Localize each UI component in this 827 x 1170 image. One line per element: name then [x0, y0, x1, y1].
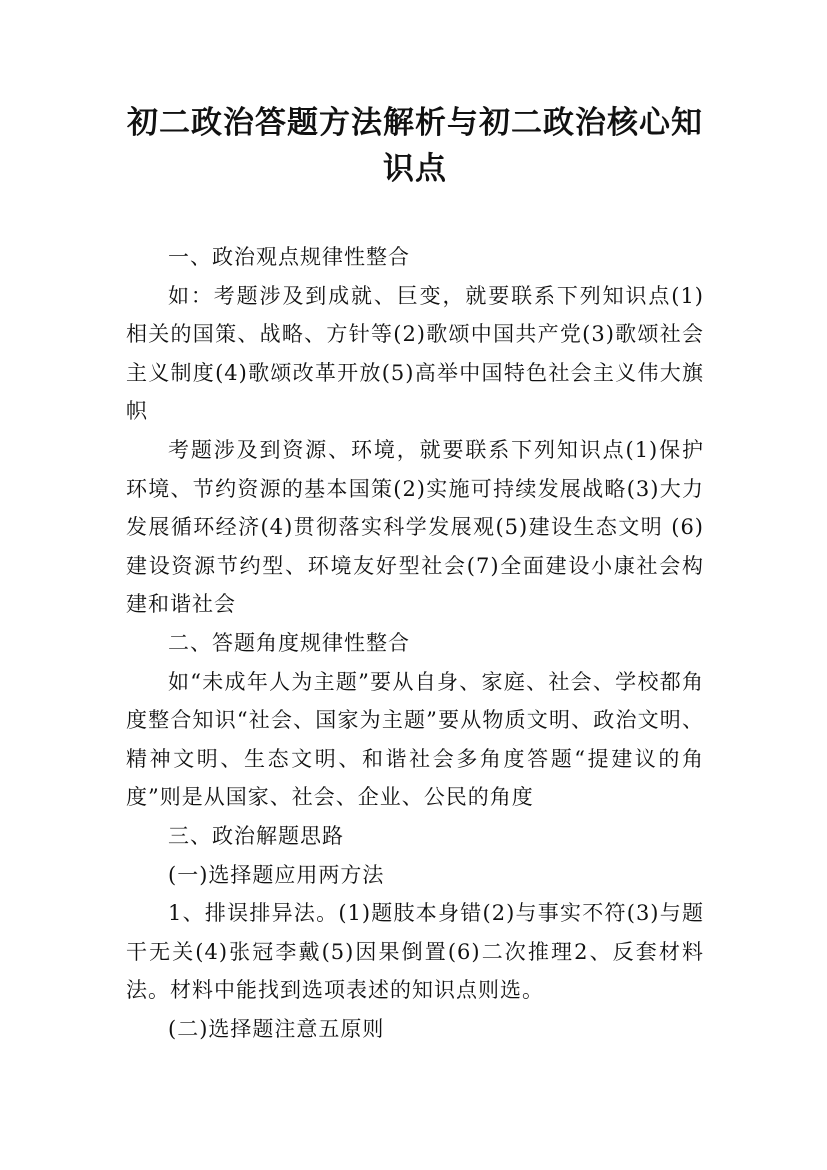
heading-answer-angles: 二、答题角度规律性整合 — [168, 630, 410, 655]
paragraph-resources-environment: 考题涉及到资源、环境，就要联系下列知识点(1)保护环境、节约资源的基本国策(2)实施可持续发展战略(3)大力发展循环经济(4)贯彻落实科学发展观(5)建设生态文明 (6)建设资源节约型、环境友好型社会(7)全面建设小康社会构建和谐社会 — [126, 437, 704, 617]
paragraph-elimination-method: 1、排误排异法。(1)题肢本身错(2)与事实不符(3)与题干无关(4)张冠李戴(5)因果倒置(6)二次推理2、反套材料法。材料中能找到选项表述的知识点则选。 — [126, 901, 704, 1003]
subheading-choice-principles: (二)选择题注意五原则 — [168, 1016, 385, 1041]
subheading-choice-methods: (一)选择题应用两方法 — [168, 862, 385, 887]
heading-political-viewpoints: 一、政治观点规律性整合 — [168, 245, 410, 269]
heading-solving-ideas: 三、政治解题思路 — [168, 823, 344, 848]
document-title: 初二政治答题方法解析与初二政治核心知识点 — [127, 105, 703, 187]
paragraph-answer-angles: 如“未成年人为主题”要从自身、家庭、社会、学校都角度整合知识“社会、国家为主题”要从物质文明、政治文明、精神文明、生态文明、和谐社会多角度答题“提建议的角度”则是从国家、社会、企业、公民的角度 — [126, 669, 704, 810]
document-body — [126, 238, 704, 1048]
paragraph-achievements: 如：考题涉及到成就、巨变，就要联系下列知识点(1)相关的国策、战略、方针等(2)歌颂中国共产党(3)歌颂社会主义制度(4)歌颂改革开放(5)高举中国特色社会主义伟大旗帜 — [126, 283, 704, 424]
